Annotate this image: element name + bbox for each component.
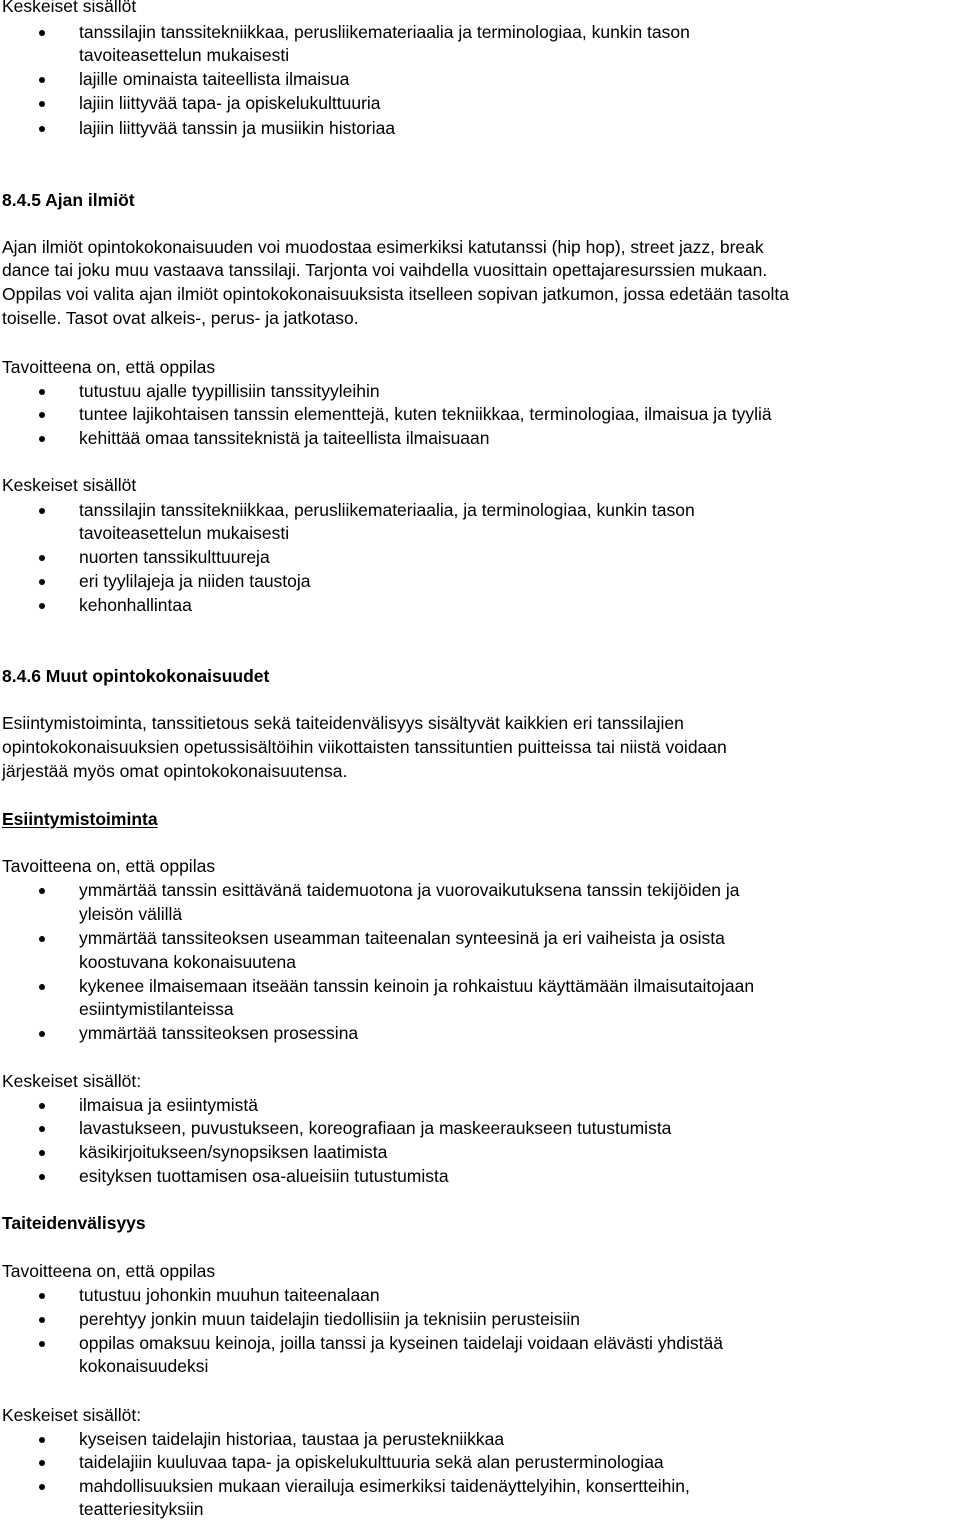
list-item: oppilas omaksuu keinoja, joilla tanssi ja kyseinen taidelaji voidaan elävästi yhdistää [79, 1333, 723, 1353]
paragraph-line: opintokokonaisuuksien opetussisältöihin viikottaisten tanssituntien puitteissa tai niistä voidaan [2, 737, 727, 757]
subsection-title-performance: Esiintymistoiminta [2, 809, 158, 829]
list-item-continuation: tavoiteasettelun mukaisesti [79, 45, 290, 65]
content-heading: Keskeiset sisällöt [2, 0, 137, 16]
list-item: käsikirjoitukseen/synopsiksen laatimista [79, 1142, 388, 1162]
list-item: kyseisen taidelajin historiaa, taustaa ja perustekniikkaa [79, 1429, 505, 1449]
goals-heading: Tavoitteena on, että oppilas [2, 357, 216, 377]
list-item: lajille ominaista taiteellista ilmaisua [79, 69, 350, 89]
list-item: tutustuu johonkin muuhun taiteenalaan [79, 1285, 380, 1305]
list-item: tutustuu ajalle tyypillisiin tanssityyleihin [79, 381, 380, 401]
paragraph-line: dance tai joku muu vastaava tanssilaji. Tarjonta voi vaihdella vuosittain opettajaresurssien mukaan. [2, 260, 768, 280]
list-item-continuation: kokonaisuudeksi [79, 1356, 209, 1376]
subsection-title-interarts: Taiteidenvälisyys [2, 1213, 146, 1233]
list-item-continuation: esiintymistilanteissa [79, 999, 234, 1019]
goals-heading: Tavoitteena on, että oppilas [2, 1261, 216, 1281]
list-item: lajiin liittyvää tapa- ja opiskelukulttuuria [79, 93, 381, 113]
list-item: mahdollisuuksien mukaan vierailuja esimerkiksi taidenäyttelyihin, konsertteihin, [79, 1476, 690, 1496]
content-heading: Keskeiset sisällöt: [2, 1405, 142, 1425]
list-item: ymmärtää tanssin esittävänä taidemuotona ja vuorovaikutuksena tanssin tekijöiden ja [79, 880, 740, 900]
list-item: tanssilajin tanssitekniikkaa, perusliikemateriaalia, ja terminologiaa, kunkin tason [79, 500, 695, 520]
section-title-846: 8.4.6 Muut opintokokonaisuudet [2, 666, 270, 686]
list-item: ilmaisua ja esiintymistä [79, 1095, 258, 1115]
list-item-continuation: teatteriesityksiin [79, 1499, 204, 1519]
goals-heading: Tavoitteena on, että oppilas [2, 856, 216, 876]
list-item: lavastukseen, puvustukseen, koreografiaan ja maskeeraukseen tutustumista [79, 1118, 672, 1138]
list-item-continuation: yleisön välillä [79, 904, 183, 924]
list-item: nuorten tanssikulttuureja [79, 547, 270, 567]
paragraph-line: järjestää myös omat opintokokonaisuutensa. [2, 761, 348, 781]
list-item: lajiin liittyvää tanssin ja musiikin historiaa [79, 118, 396, 138]
paragraph-line: toiselle. Tasot ovat alkeis-, perus- ja jatkotaso. [2, 308, 359, 328]
list-item: eri tyylilajeja ja niiden taustoja [79, 571, 311, 591]
list-item-continuation: koostuvana kokonaisuutena [79, 952, 296, 972]
list-item: tuntee lajikohtaisen tanssin elementtejä, kuten tekniikkaa, terminologiaa, ilmaisua ja tyyliä [79, 404, 772, 424]
list-item: kehonhallintaa [79, 595, 192, 615]
list-item: esityksen tuottamisen osa-alueisiin tutustumista [79, 1166, 449, 1186]
section-title-845: 8.4.5 Ajan ilmiöt [2, 190, 135, 210]
paragraph-line: Esiintymistoiminta, tanssitietous sekä taiteidenvälisyys sisältyvät kaikkien eri tanssilajien [2, 713, 684, 733]
list-item: ymmärtää tanssiteoksen prosessina [79, 1023, 359, 1043]
paragraph-line: Ajan ilmiöt opintokokonaisuuden voi muodostaa esimerkiksi katutanssi (hip hop), street jazz, break [2, 237, 764, 257]
list-item: ymmärtää tanssiteoksen useamman taiteenalan synteesinä ja eri vaiheista ja osista [79, 928, 725, 948]
list-item: perehtyy jonkin muun taidelajin tiedollisiin ja teknisiin perusteisiin [79, 1309, 580, 1329]
list-item: taidelajiin kuuluvaa tapa- ja opiskelukulttuuria sekä alan perusterminologiaa [79, 1452, 664, 1472]
content-heading: Keskeiset sisällöt: [2, 1071, 142, 1091]
list-item: tanssilajin tanssitekniikkaa, perusliikemateriaalia ja terminologiaa, kunkin tason [79, 22, 690, 42]
paragraph-line: Oppilas voi valita ajan ilmiöt opintokokonaisuuksista itselleen sopivan jatkumon, jossa edetään tasolta [2, 284, 789, 304]
list-item: kykenee ilmaisemaan itseään tanssin keinoin ja rohkaistuu käyttämään ilmaisutaitojaan [79, 976, 755, 996]
list-item: kehittää omaa tanssiteknistä ja taiteellista ilmaisuaan [79, 428, 490, 448]
list-item-continuation: tavoiteasettelun mukaisesti [79, 523, 290, 543]
content-heading: Keskeiset sisällöt [2, 475, 137, 495]
